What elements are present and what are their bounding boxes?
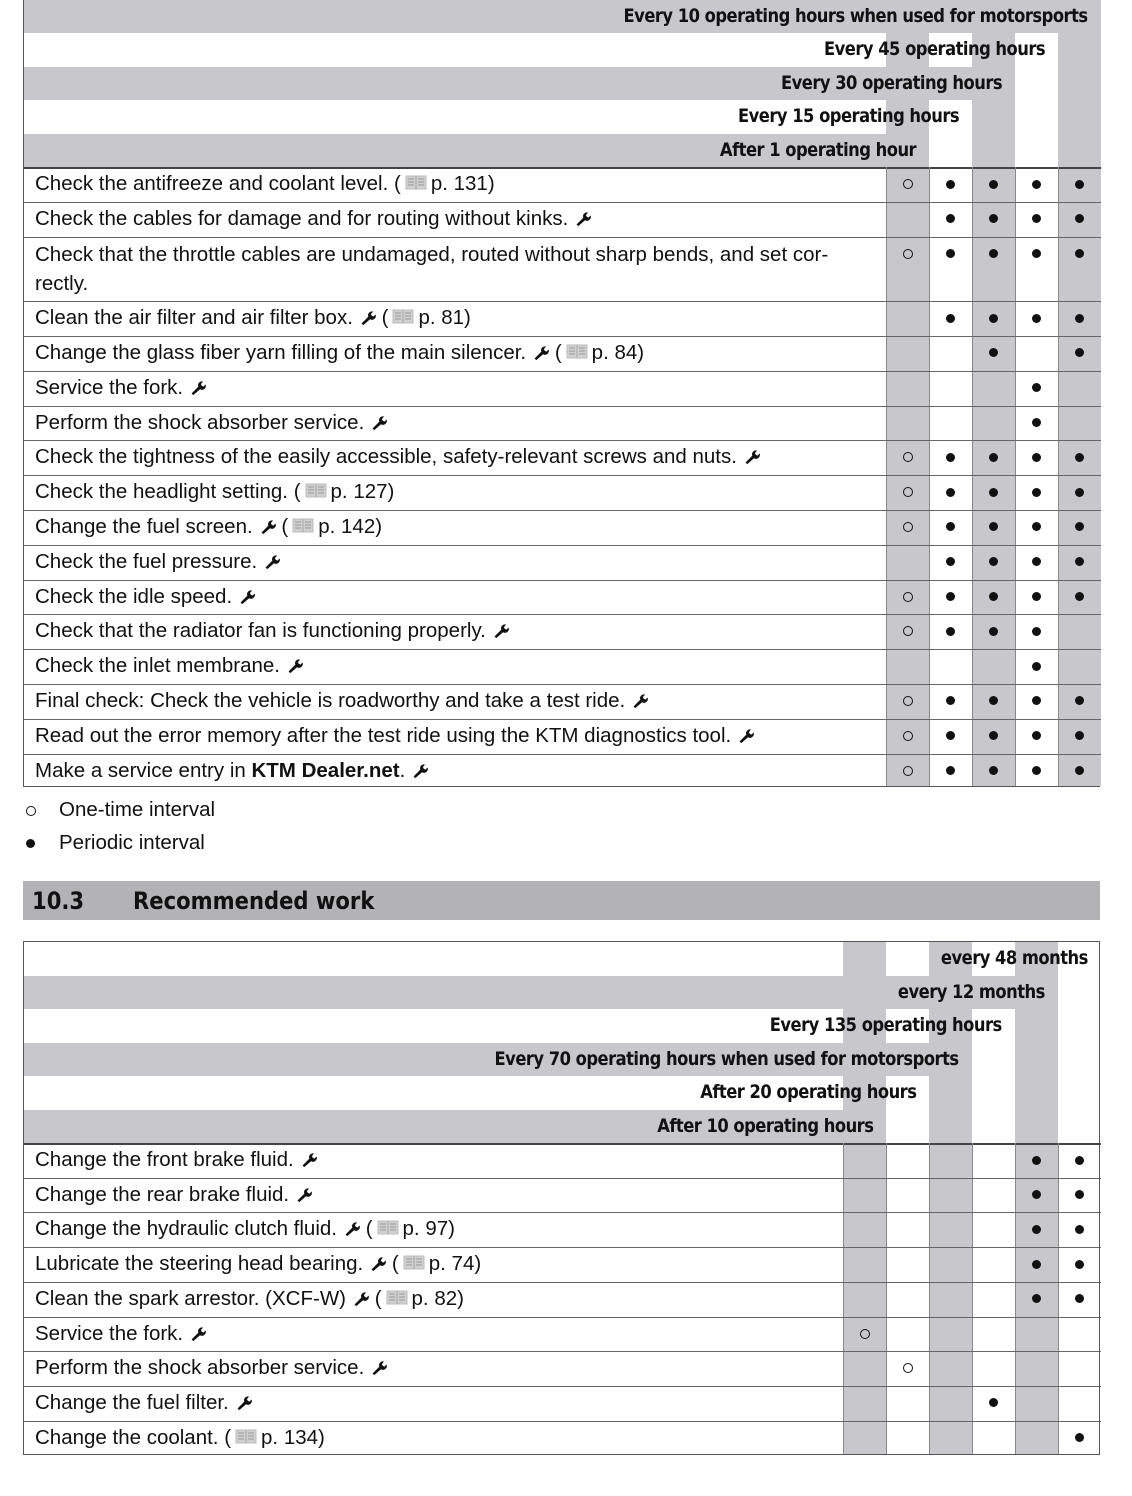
periodic-mark — [972, 1388, 1015, 1418]
task-label: Change the fuel screen. ( p. 142) — [35, 514, 383, 538]
task-text: Service the fork. — [35, 375, 184, 399]
wrench-icon — [189, 375, 206, 392]
row-divider — [24, 1317, 1101, 1318]
periodic-mark — [1015, 721, 1058, 751]
task-text: Clean the spark arrestor. (XCF-W) — [35, 1286, 346, 1310]
legend-one-time — [26, 795, 215, 825]
task-label: Change the hydraulic clutch fluid. ( p. 97) — [35, 1217, 455, 1241]
periodic-mark — [1015, 1180, 1058, 1210]
task-text: Change the hydraulic clutch fluid. — [35, 1217, 337, 1241]
task-label — [35, 651, 303, 681]
periodic-mark — [929, 477, 972, 507]
task-label: Change the coolant. ( p. 134) — [35, 1425, 325, 1449]
wrench-icon — [286, 653, 303, 670]
task-text: Check the cables for damage and for routing without kinks. — [35, 206, 569, 230]
periodic-mark — [1015, 582, 1058, 612]
task-text: Lubricate the steering head bearing. — [35, 1252, 364, 1276]
legend-periodic-label: Periodic interval — [59, 831, 205, 854]
page-reference-link[interactable]: p. 97 — [402, 1217, 449, 1241]
periodic-mark — [929, 239, 972, 269]
row-divider — [24, 1212, 1101, 1213]
task-text: Check the inlet membrane. — [35, 654, 280, 678]
interval-header: Every 10 operating hours when used for motorsports — [623, 5, 1088, 27]
wrench-icon — [492, 618, 509, 635]
periodic-mark — [929, 582, 972, 612]
task-label: Lubricate the steering head bearing. ( p. 74) — [35, 1252, 482, 1276]
periodic-mark — [1058, 239, 1101, 269]
row-divider — [24, 1282, 1101, 1283]
periodic-mark — [972, 303, 1015, 333]
manual-book-icon — [405, 170, 427, 186]
task-text: Change the front brake fluid. — [35, 1148, 294, 1171]
wrench-icon — [189, 1321, 206, 1338]
task-text: Make a service entry in — [35, 758, 252, 782]
row-divider — [24, 406, 1101, 407]
legend-periodic — [26, 828, 205, 858]
one-time-mark — [886, 582, 929, 612]
periodic-mark — [1015, 373, 1058, 403]
section-title: Recommended work — [133, 887, 375, 915]
task-label — [35, 721, 754, 751]
periodic-mark — [972, 756, 1015, 786]
periodic-mark — [1058, 1214, 1101, 1244]
periodic-mark — [972, 239, 1015, 269]
row-divider — [24, 684, 1101, 685]
periodic-mark — [929, 547, 972, 577]
wrench-icon — [532, 340, 549, 357]
section-number: 10.3 — [32, 887, 85, 915]
periodic-mark — [1058, 582, 1101, 612]
row-divider — [24, 580, 1101, 581]
task-label: Clean the spark arrestor. (XCF-W) ( p. 82) — [35, 1286, 464, 1310]
task-text: Check the antifreeze and coolant level. — [35, 172, 389, 195]
one-time-mark — [886, 616, 929, 646]
periodic-mark — [1015, 477, 1058, 507]
periodic-mark — [929, 442, 972, 472]
task-label: Check the antifreeze and coolant level. ( p. 131) — [35, 172, 495, 195]
periodic-mark — [1058, 547, 1101, 577]
interval-header: Every 135 operating hours — [770, 1014, 1002, 1036]
task-text: Check that the radiator fan is functioning properly. — [35, 619, 486, 643]
row-divider — [24, 1351, 1101, 1352]
row-divider — [24, 336, 1101, 337]
task-label — [35, 373, 206, 403]
task-text: Change the glass fiber yarn filling of the main silencer. — [35, 340, 527, 364]
task-label — [35, 756, 428, 786]
page-reference-link[interactable]: p. 74 — [428, 1252, 475, 1276]
wrench-icon — [343, 1216, 360, 1233]
task-label — [35, 547, 280, 577]
one-time-mark — [886, 169, 929, 199]
periodic-mark — [1015, 616, 1058, 646]
task-text: Check the tightness of the easily accessible, safety-relevant screws and nuts. — [35, 445, 737, 469]
column-divider — [886, 1143, 887, 1454]
task-text: Service the fork. — [35, 1321, 184, 1345]
recommended-work-table — [23, 941, 1100, 1455]
column-divider — [929, 1143, 930, 1454]
task-label — [35, 1180, 312, 1210]
interval-header: After 1 operating hour — [719, 138, 916, 161]
row-divider — [24, 1247, 1101, 1248]
periodic-mark — [929, 686, 972, 716]
manual-book-icon — [392, 304, 414, 320]
periodic-mark — [929, 616, 972, 646]
wrench-icon — [259, 514, 276, 531]
periodic-mark — [1058, 338, 1101, 368]
task-label — [35, 1319, 206, 1349]
periodic-mark — [972, 442, 1015, 472]
task-text: Check the idle speed. — [35, 584, 233, 608]
task-label — [35, 616, 509, 646]
wrench-icon — [359, 305, 376, 322]
header-band — [24, 942, 1101, 976]
periodic-mark — [1058, 169, 1101, 199]
task-bold-text: KTM Dealer.net — [251, 758, 400, 782]
periodic-mark — [1058, 303, 1101, 333]
periodic-mark — [1015, 169, 1058, 199]
task-label — [35, 408, 387, 438]
page-reference-link[interactable]: p. 142 — [318, 514, 376, 538]
periodic-mark — [929, 204, 972, 234]
interval-header: After 10 operating hours — [656, 1114, 873, 1137]
one-time-mark — [886, 442, 929, 472]
manual-book-icon — [386, 1285, 408, 1301]
wrench-icon — [370, 410, 387, 427]
task-text: Change the coolant. — [35, 1425, 219, 1449]
task-label — [35, 1353, 387, 1383]
periodic-mark — [1058, 1249, 1101, 1279]
periodic-mark — [1015, 1145, 1058, 1175]
one-time-mark — [886, 686, 929, 716]
periodic-mark — [972, 477, 1015, 507]
periodic-mark — [1058, 756, 1101, 786]
maintenance-schedule-table — [23, 0, 1100, 787]
row-divider — [24, 440, 1101, 441]
wrench-icon — [737, 723, 754, 740]
row-divider — [24, 719, 1101, 720]
periodic-mark — [972, 169, 1015, 199]
wrench-icon — [743, 444, 760, 461]
task-text: Check that the throttle cables are undamaged, routed without sharp bends, and set cor-rectly. — [35, 242, 829, 295]
task-text: Perform the shock absorber service. — [35, 410, 365, 434]
task-label: Check the headlight setting. ( p. 127) — [35, 480, 395, 504]
task-label — [35, 1388, 252, 1418]
task-text: Change the fuel screen. — [35, 514, 253, 538]
periodic-mark — [972, 686, 1015, 716]
periodic-mark — [1015, 547, 1058, 577]
row-divider — [24, 1421, 1101, 1422]
column-shade — [972, 0, 1015, 786]
manual-book-icon — [235, 1424, 257, 1440]
interval-header: After 20 operating hours — [699, 1081, 916, 1103]
wrench-icon — [238, 584, 255, 601]
legend-one-time-label: One-time interval — [59, 798, 216, 821]
one-time-mark — [843, 1319, 886, 1349]
periodic-mark — [972, 547, 1015, 577]
periodic-mark — [1015, 1284, 1058, 1314]
wrench-icon — [574, 206, 591, 223]
row-divider — [24, 301, 1101, 302]
wrench-icon — [370, 1355, 387, 1372]
one-time-mark — [886, 756, 929, 786]
manual-book-icon — [566, 339, 588, 355]
periodic-mark — [1058, 442, 1101, 472]
page-reference-link[interactable]: p. 134 — [261, 1425, 319, 1449]
manual-book-icon — [403, 1250, 425, 1266]
interval-header: Every 45 operating hours — [823, 38, 1045, 61]
row-divider — [24, 649, 1101, 650]
periodic-mark — [1058, 1423, 1101, 1453]
manual-book-icon — [305, 478, 327, 494]
task-label — [35, 204, 591, 234]
wrench-icon — [369, 1251, 386, 1268]
periodic-mark — [1015, 512, 1058, 542]
wrench-icon — [235, 1390, 252, 1407]
periodic-mark — [1015, 1214, 1058, 1244]
one-time-mark — [886, 721, 929, 751]
periodic-mark — [1058, 686, 1101, 716]
periodic-mark — [1015, 756, 1058, 786]
row-divider — [24, 237, 1101, 238]
periodic-mark — [929, 721, 972, 751]
manual-book-icon — [292, 513, 314, 529]
task-label: Change the glass fiber yarn filling of the main silencer. ( p. 84) — [35, 340, 645, 364]
periodic-mark — [929, 303, 972, 333]
periodic-mark — [972, 512, 1015, 542]
periodic-mark — [1015, 442, 1058, 472]
periodic-mark — [972, 582, 1015, 612]
task-text: Final check: Check the vehicle is roadworthy and take a test ride. — [35, 688, 626, 712]
task-text: Change the fuel filter. — [35, 1390, 229, 1414]
one-time-mark — [886, 1353, 929, 1383]
page-reference-link[interactable]: p. 131 — [430, 172, 488, 195]
periodic-mark — [1015, 239, 1058, 269]
row-divider — [24, 371, 1101, 372]
page-reference-link[interactable]: p. 81 — [418, 306, 465, 330]
interval-header: Every 30 operating hours — [780, 71, 1002, 94]
periodic-mark — [1058, 1284, 1101, 1314]
row-divider — [24, 754, 1101, 755]
interval-header: Every 70 operating hours when used for motorsports — [494, 1047, 959, 1070]
periodic-mark — [972, 721, 1015, 751]
periodic-mark — [929, 756, 972, 786]
periodic-mark — [972, 204, 1015, 234]
row-divider — [24, 614, 1101, 615]
wrench-icon — [300, 1147, 317, 1164]
task-text: Change the rear brake fluid. — [35, 1182, 290, 1206]
row-divider — [24, 1178, 1101, 1179]
periodic-mark — [929, 512, 972, 542]
periodic-mark — [1058, 204, 1101, 234]
periodic-mark — [1058, 1145, 1101, 1175]
task-text: Clean the air filter and air filter box. — [35, 306, 353, 330]
interval-header: every 48 months — [941, 947, 1088, 969]
wrench-icon — [411, 758, 428, 775]
one-time-mark — [886, 477, 929, 507]
one-time-mark — [886, 239, 929, 269]
row-divider — [24, 202, 1101, 203]
page-reference-link[interactable]: p. 82 — [411, 1286, 458, 1310]
column-shade — [1058, 0, 1101, 786]
periodic-mark — [1015, 1249, 1058, 1279]
task-label — [35, 686, 648, 716]
task-label — [35, 442, 760, 472]
periodic-mark — [1058, 721, 1101, 751]
task-label — [35, 1145, 317, 1175]
periodic-mark — [1058, 512, 1101, 542]
wrench-icon — [352, 1286, 369, 1303]
row-divider — [24, 1386, 1101, 1387]
task-text: Check the headlight setting. — [35, 480, 288, 504]
periodic-mark — [929, 169, 972, 199]
task-label — [35, 582, 255, 612]
page-reference-link[interactable]: p. 84 — [591, 340, 638, 364]
wrench-icon — [263, 549, 280, 566]
column-divider — [843, 1143, 844, 1454]
periodic-mark — [1058, 477, 1101, 507]
periodic-mark — [1015, 651, 1058, 681]
task-text: Check the fuel pressure. — [35, 549, 258, 573]
wrench-icon — [295, 1182, 312, 1199]
task-text: Perform the shock absorber service. — [35, 1356, 365, 1380]
row-divider — [24, 545, 1101, 546]
task-text-end: . — [399, 758, 406, 782]
interval-header: every 12 months — [898, 980, 1045, 1003]
task-text: Read out the error memory after the test ride using the KTM diagnostics tool. — [35, 723, 732, 747]
one-time-symbol — [26, 795, 59, 825]
periodic-mark — [1015, 686, 1058, 716]
periodic-mark — [1015, 204, 1058, 234]
periodic-mark — [972, 616, 1015, 646]
row-divider — [24, 475, 1101, 476]
section-header — [23, 881, 1100, 920]
periodic-mark — [1015, 408, 1058, 438]
one-time-mark — [886, 512, 929, 542]
task-label: Clean the air filter and air filter box. ( p. 81) — [35, 306, 471, 330]
wrench-icon — [631, 688, 648, 705]
periodic-mark — [1015, 303, 1058, 333]
periodic-symbol — [26, 828, 59, 858]
periodic-mark — [1058, 1180, 1101, 1210]
row-divider — [24, 510, 1101, 511]
page-reference-link[interactable]: p. 127 — [330, 480, 388, 504]
periodic-mark — [972, 338, 1015, 368]
interval-header: Every 15 operating hours — [737, 105, 959, 128]
task-label — [35, 240, 875, 298]
manual-book-icon — [377, 1215, 399, 1231]
